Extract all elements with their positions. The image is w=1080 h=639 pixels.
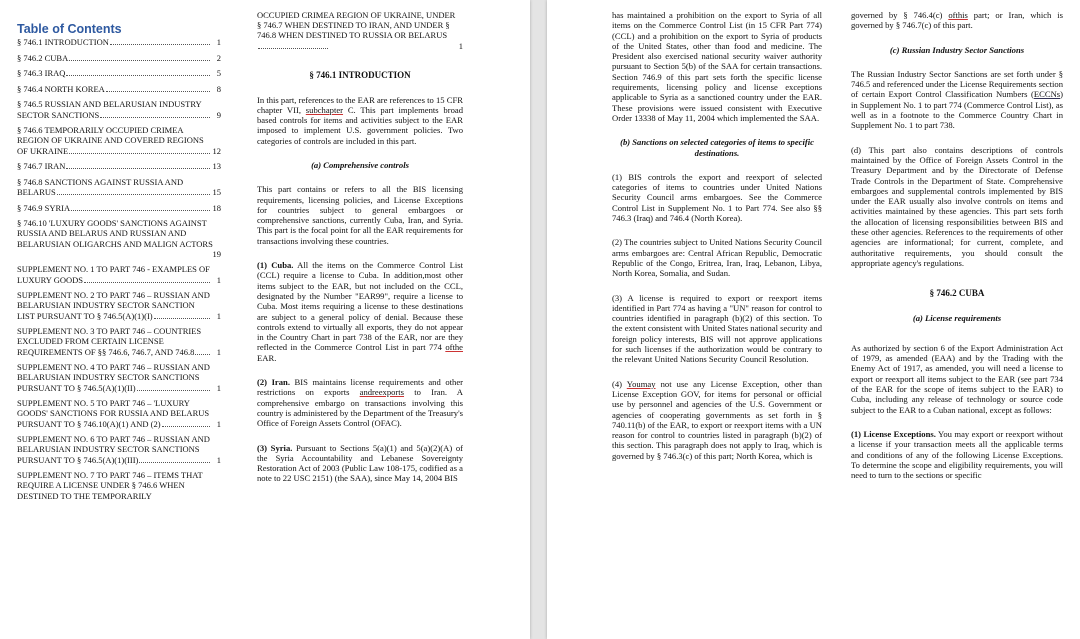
- toc-entry[interactable]: [17, 84, 221, 94]
- toc-entry[interactable]: [17, 290, 221, 321]
- toc-entry-text: SUPPLEMENT NO. 3 TO PART 746 – COUNTRIES EXCLUDED FROM CERTAIN LICENSE REQUIREMENTS OF §§ 746.6, 746.7, AND 746.8: [17, 326, 202, 357]
- toc-entry-page: 15: [212, 186, 221, 197]
- toc-entry[interactable]: [17, 398, 221, 429]
- table-of-contents: [17, 22, 221, 506]
- toc-entry-page: 1: [216, 454, 221, 465]
- syria-continuation-paragraph: has maintained a prohibition on the export to Syria of all items on the Commerce Control List (in 15 CFR Part 774) (CCL) and a prohibition on the export to Syria of products of the United States, other than food and medicine. The President also exercised national security waiver authority pursuant to Section 5(b) of the SAA for certain transactions. Section 746.9 of this part sets forth the specific license requirements, licensing policy and license exceptions applicable to Syria as a sanctioned country under the EAR. These provisions were issued consistent with Executive Order 13338 of May 11, 2004 which implemented the SAA.: [612, 10, 822, 123]
- paragraph-d: (d) This part also contains descriptions of controls maintained by the Office of Foreign Assets Control in the Treasury Department and by the Directorate of Defense Trade Controls in the Department of State. Comprehensive embargoes and supplemental controls implemented by BIS under the EAR usually also involve controls on items and activities maintained by these agencies. This part sets forth the allocation of licensing responsibilities between BIS and these other agencies. References to the requirements of other agencies are informational; for current, complete, and authoritative requirements, you should consult the appropriate agency's regulations.: [851, 144, 1063, 268]
- license-requirements-paragraph: As authorized by section 6 of the Export Administration Act of 1979, as amended (EAA) and by the Trading with the Enemy Act of 1917, as amended, you will need a license to export or reexport all items subject to the EAR (see part 734 of the EAR for the scope of items subject to the EAR) to Cuba, including any release of technology or source code subject to the EAR to a Cuban national, except as follows:: [851, 342, 1063, 415]
- toc-entry[interactable]: [17, 362, 221, 393]
- toc-entry-page: 8: [216, 83, 221, 94]
- toc-entry-page: 19: [212, 248, 221, 259]
- toc-entry-text: § 746.6 TEMPORARILY OCCUPIED CRIMEA REGION OF UKRAINE AND COVERED REGIONS OF UKRAINE: [17, 125, 204, 156]
- right-page-column-2: [851, 10, 1063, 480]
- toc-leader: [162, 419, 210, 427]
- toc-leader: [137, 383, 210, 391]
- toc-entry-text: OCCUPIED CRIMEA REGION OF UKRAINE, UNDER § 746.7 WHEN DESTINED TO IRAN, AND UNDER § 746.8 WHEN DESTINED TO RUSSIA OR BELARUS: [257, 10, 456, 41]
- toc-leader: [57, 187, 210, 195]
- russian-sanctions-paragraph: The Russian Industry Sector Sanctions are set forth under § 746.5 and referenced under the License Requirements section of certain Export Control Classification Numbers (ECCNs) in Supplement No. 1 to part 774 (Commerce Control List), as well as in a footnote to the Commerce Country Chart in Supplement No. 1 to part 738.: [851, 68, 1063, 131]
- section-heading-introduction: § 746.1 INTRODUCTION: [309, 70, 411, 81]
- toc-leader: [69, 146, 210, 154]
- toc-entry-text: § 746.2 CUBA: [17, 52, 69, 63]
- toc-entry[interactable]: [17, 125, 221, 156]
- toc-entry[interactable]: [17, 470, 221, 501]
- toc-entry-page: 1: [216, 37, 221, 47]
- toc-entry[interactable]: [17, 161, 221, 171]
- toc-entry[interactable]: [17, 68, 221, 78]
- left-page-column-2: [257, 10, 463, 484]
- toc-entry-text: § 746.9 SYRIA: [17, 202, 71, 213]
- subheading-sanctions-selected-categories: (b) Sanctions on selected categories of items to specific destinations.: [620, 137, 814, 158]
- toc-entry-text: SUPPLEMENT NO. 4 TO PART 746 – RUSSIAN AND BELARUSIAN INDUSTRY SECTOR SANCTIONS PURSUANT TO § 746.5(A)(1)(II): [17, 362, 210, 393]
- toc-entry-page: 1: [216, 274, 221, 285]
- toc-entry-page: 18: [212, 202, 221, 213]
- subheading-russian-industry-sector-sanctions: (c) Russian Industry Sector Sanctions: [889, 44, 1025, 55]
- toc-entry[interactable]: [17, 264, 221, 284]
- section-heading-cuba: § 746.2 CUBA: [929, 288, 985, 299]
- toc-entry-page: 1: [216, 418, 221, 429]
- toc-entry[interactable]: [17, 434, 221, 465]
- subheading-license-requirements: (a) License requirements: [912, 312, 1002, 323]
- toc-entry-text: § 746.4 NORTH KOREA: [17, 83, 105, 94]
- toc-title: Table of Contents: [17, 22, 122, 36]
- toc-leader: [110, 37, 210, 45]
- toc-entry-text: § 746.3 IRAQ: [17, 68, 66, 79]
- toc-leader: [100, 110, 210, 118]
- toc-leader: [84, 275, 210, 283]
- toc-leader: [139, 455, 210, 463]
- toc-leader: [69, 53, 210, 61]
- cuba-paragraph: (1) Cuba. All the items on the Commerce Control List (CCL) require a license to Cuba. In addition,most other items subject to the EAR, but not included on the CCL, designated by the Number "EAR99", require a license to Cuba. Most items requiring a license to these destinations are subject to a general policy of denial. Because these controls extend to virtually all exports, they do not appear in the Country Chart in part 738 of the EAR, nor are they reflected in the Commerce Control List in part 774 ofthe EAR.: [257, 260, 463, 363]
- toc-leader: [154, 311, 210, 319]
- toc-entry-text: § 746.10 'LUXURY GOODS' SANCTIONS AGAINST RUSSIA AND BELARUS AND RUSSIAN AND BELARUSIAN OLIGARCHS AND MALIGN ACTORS: [17, 218, 213, 249]
- toc-entry-page: 1: [216, 310, 221, 321]
- toc-leader: [66, 68, 210, 76]
- toc-entry[interactable]: [17, 203, 221, 213]
- toc-leader: [106, 84, 210, 92]
- toc-entry-text: § 746.8 SANCTIONS AGAINST RUSSIA AND BELARUS: [17, 176, 184, 197]
- toc-entry-page: 5: [216, 68, 221, 79]
- toc-entry-text: § 746.1 INTRODUCTION: [17, 37, 109, 47]
- toc-entry[interactable]: [17, 177, 221, 197]
- toc-entry-page: 12: [212, 145, 221, 156]
- toc-entry-page: 9: [216, 109, 221, 120]
- toc-entry-text: SUPPLEMENT NO. 5 TO PART 746 – 'LUXURY GOODS' SANCTIONS FOR RUSSIA AND BELARUS PURSUANT TO § 746.10(A)(1) AND (2): [17, 398, 210, 429]
- toc-entry[interactable]: [17, 37, 221, 47]
- toc-leader: [258, 41, 328, 49]
- toc-entry-text: SUPPLEMENT NO. 7 TO PART 746 – ITEMS THAT REQUIRE A LICENSE UNDER § 746.6 WHEN DESTINED TO THE TEMPORARILY: [17, 470, 203, 501]
- iran-paragraph: (2) Iran. BIS maintains license requirements and other restrictions on exports andreexports to Iran. A comprehensive embargo on transactions involving this country is administered by the Department of the Treasury's Office of Foreign Assets Control (OFAC).: [257, 377, 463, 429]
- toc-entry-page: 1: [216, 382, 221, 393]
- toc-entry-text: SUPPLEMENT NO. 1 TO PART 746 - EXAMPLES OF LUXURY GOODS: [17, 264, 210, 285]
- toc-entry[interactable]: [17, 53, 221, 63]
- subheading-comprehensive-controls: (a) Comprehensive controls: [311, 159, 409, 170]
- license-exceptions-paragraph: (1) License Exceptions. You may export or reexport without a license if your transaction meets all the applicable terms and conditions of any of the following License Exceptions. To determine the scope and eligibility requirements, you will need to turn to the sections or specific: [851, 428, 1064, 481]
- paragraph-b2: (2) The countries subject to United Nations Security Council arms embargoes are: Central African Republic, Democratic Republic of the Congo, Eritrea, Iran, Iraq, Lebanon, Libya, North Korea, Somalia, and Sudan.: [612, 237, 822, 279]
- document-page-left: [0, 0, 530, 639]
- toc-leader: [66, 161, 210, 169]
- toc-entry-text: § 746.5 RUSSIAN AND BELARUSIAN INDUSTRY SECTOR SANCTIONS: [17, 99, 202, 120]
- toc-entry[interactable]: [17, 218, 221, 259]
- paragraph-b3: (3) A license is required to export or reexport items identified in Part 774 as having a "UN" reason for control to countries identified in paragraph (b)(2) of this section. To the extent consistent with United States national security and foreign policy interests, BIS will not approve applications for such licenses if the authorization would be contrary to the relevant United Nations Security Council Resolution.: [612, 292, 822, 365]
- paragraph-b4: (4) Youmay not use any License Exception, other than License Exception GOV, for items for personal or official use by personnel and agencies of the U.S. Government or agencies of cooperating governments as set forth in § 740.11(b) of the EAR, to export or reexport items with a UN reason for control to countries listed in paragraph (b)(2) of this section. This paragraph does not apply to Iraq, which is governed by § 746.3(c) of this part; North Korea, which is: [612, 378, 822, 461]
- governed-by-paragraph: governed by § 746.4(c) ofthis part; or Iran, which is governed by § 746.7(c) of this part.: [851, 10, 1063, 31]
- paragraph-b1: (1) BIS controls the export and reexport of selected categories of items to countries under United Nations Security Council arms embargoes. See the Commerce Control List in Supplement No. 1 to Part 774. See also §§ 746.3 (Iraq) and 746.4 (North Korea).: [612, 171, 822, 224]
- toc-entry-continuation[interactable]: [257, 10, 463, 51]
- toc-entry-page: 1: [458, 40, 463, 51]
- intro-paragraph: In this part, references to the EAR are references to 15 CFR chapter VII, subchapter C. This part implements broad based controls for items and activities subject to the EAR imposed to implement U.S. government policies. Two categories of controls are included in this part.: [257, 94, 463, 146]
- document-page-right: [547, 0, 1080, 639]
- toc-entry-text: § 746.7 IRAN: [17, 161, 66, 172]
- comprehensive-controls-paragraph: This part contains or refers to all the BIS licensing requirements, licensing policies, and License Exceptions for countries subject to general embargoes or comprehensive sanctions, currently Cuba, Iran, and Syria. This part is the focal point for all the EAR requirements for transactions involving these countries.: [257, 184, 463, 246]
- toc-entry-page: 1: [216, 346, 221, 357]
- syria-paragraph: (3) Syria. Pursuant to Sections 5(a)(1) and 5(a)(2)(A) of the Syria Accountability and Lebanese Sovereignty Restoration Act of 2003 (Public Law 108-175, codified as a note to 22 USC 2151) (the SAA), since May 14, 2004 BIS: [257, 442, 463, 484]
- toc-list: [17, 37, 221, 501]
- toc-entry-page: 2: [216, 52, 221, 63]
- toc-leader: [71, 203, 210, 211]
- toc-entry[interactable]: [17, 99, 221, 119]
- toc-entry-text: SUPPLEMENT NO. 6 TO PART 746 – RUSSIAN AND BELARUSIAN INDUSTRY SECTOR SANCTIONS PURSUANT TO § 746.5(A)(1)(III): [17, 434, 210, 465]
- toc-entry[interactable]: [17, 326, 221, 357]
- toc-entry-text: SUPPLEMENT NO. 2 TO PART 746 – RUSSIAN AND BELARUSIAN INDUSTRY SECTOR SANCTION LIST PURSUANT TO § 746.5(A)(1)(I): [17, 290, 210, 321]
- toc-leader: [195, 347, 210, 355]
- toc-entry-page: 13: [212, 161, 221, 172]
- right-page-column-1: [612, 10, 822, 461]
